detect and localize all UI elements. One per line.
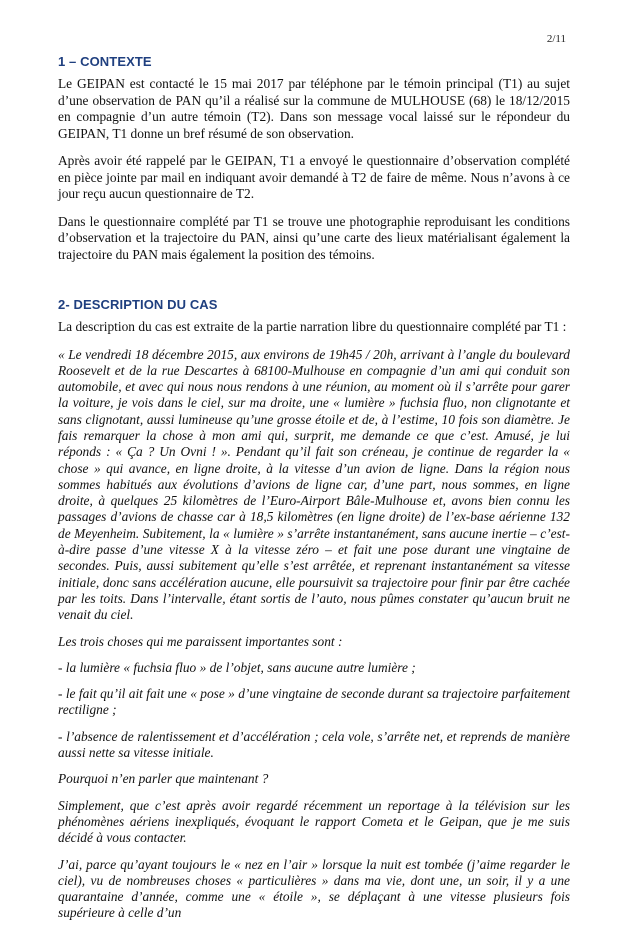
witness-quote-paragraph: « Le vendredi 18 décembre 2015, aux environs de 19h45 / 20h, arrivant à l’angle du boulevard Roosevelt et de la rue Descartes à 68100-Mulhouse en compagnie d’un ami qui conduit son automobile, et avec qui nous nous rendons à une réunion, au moment où il s’arrête pour garer la voiture, je vois dans le ciel, sur ma droite, une « lumière » fuchsia fluo, non clignotante et sans clignotant, aussi lumineuse qu’une grosse étoile et de, à l’estime, 10 fois son diamètre. Je fais remarquer la chose à mon ami qui, surprit, me demande ce que c’est. Amusé, je lui réponds : « Ça ? Un Ovni ! ». Pendant qu’il fait son créneau, je continue de regarder la « chose » qui avance, en ligne droite, à la vitesse d’un avion de ligne. Dans la région nous sommes habitués aux évolutions d’avions de ligne car, d’une part, nous sommes, en ligne droite, à quelques 25 kilomètres de l’Euro-Airport Bâle-Mulhouse et, avons bien connu les passages d’avions de chasse car à 18,5 kilomètres (en ligne droite) de l’ex-base aérienne 132 de Meyenheim. Subitement, la « lumière » s’arrête instantanément, sans aucune inertie – c’est-à-dire passe d’une vitesse X à la vitesse zéro – et fait une pose durant une vingtaine de secondes. Puis, aussi subitement qu’elle s’est arrêtée, et reprenant instantanément sa vitesse initiale, donc sans accélération aucune, elle poursuivit sa trajectoire pour finir par être cachée par les toits. Dans l’intervalle, étant sortis de l’auto, nous pûmes constater qu’aucun bruit ne venait du ciel. [58, 346, 570, 623]
witness-quote-paragraph: - la lumière « fuchsia fluo » de l’objet, sans aucune autre lumière ; [58, 659, 416, 675]
witness-quote-paragraph: Les trois choses qui me paraissent importantes sont : [58, 633, 343, 649]
section-2-heading: 2- DESCRIPTION DU CAS [58, 297, 218, 312]
section-1-heading: 1 – CONTEXTE [58, 54, 152, 69]
witness-quote-paragraph: Pourquoi n’en parler que maintenant ? [58, 771, 269, 787]
section-1-paragraph: Dans le questionnaire complété par T1 se trouve une photographie reproduisant les conditions d’observation et la trajectoire du PAN, ainsi qu’une carte des lieux matérialisant également la trajectoire du PAN mais également la position des témoins. [58, 213, 570, 262]
witness-quote-paragraph: Simplement, que c’est après avoir regardé récemment un reportage à la télévision sur les phénomènes aériens inexpliqués, évoquant le rapport Cometa et le Geipan, que je me suis décidé à vous contacter. [58, 797, 570, 846]
section-1-paragraph: Après avoir été rappelé par le GEIPAN, T1 a envoyé le questionnaire d’observation complété en pièce jointe par mail en indiquant avoir demandé à T2 de faire de même. Nous n’avons à ce jour reçu aucun questionnaire de T2. [58, 153, 570, 201]
page-content [58, 54, 570, 932]
page-number: 2/11 [546, 33, 566, 45]
section-2-intro: La description du cas est extraite de la partie narration libre du questionnaire complété par T1 : [58, 319, 567, 334]
section-1-paragraph: Le GEIPAN est contacté le 15 mai 2017 par téléphone par le témoin principal (T1) au sujet d’une observation de PAN qu’il a réalisé sur la commune de MULHOUSE (68) le 18/12/2015 en compagnie d’un autre témoin (T2). Dans son message vocal laissé sur le répondeur du GEIPAN, T1 donne un bref résumé de son observation. [58, 76, 570, 141]
witness-quote-paragraph: - le fait qu’il ait fait une « pose » d’une vingtaine de seconde durant sa trajectoire parfaitement rectiligne ; [58, 686, 570, 718]
witness-quote-paragraph: - l’absence de ralentissement et d’accélération ; cela vole, s’arrête net, et reprends de manière aussi nette sa vitesse initiale. [58, 728, 570, 761]
witness-quote-paragraph: J’ai, parce qu’ayant toujours le « nez en l’air » lorsque la nuit est tombée (j’aime regarder le ciel), vu de nombreuses choses « particulières » dans ma vie, dont une, un soir, il y a une quarantaine d’année, comme une « étoile », se déplaçant à une vitesse plusieurs fois supérieure à celle d’un [58, 856, 570, 921]
